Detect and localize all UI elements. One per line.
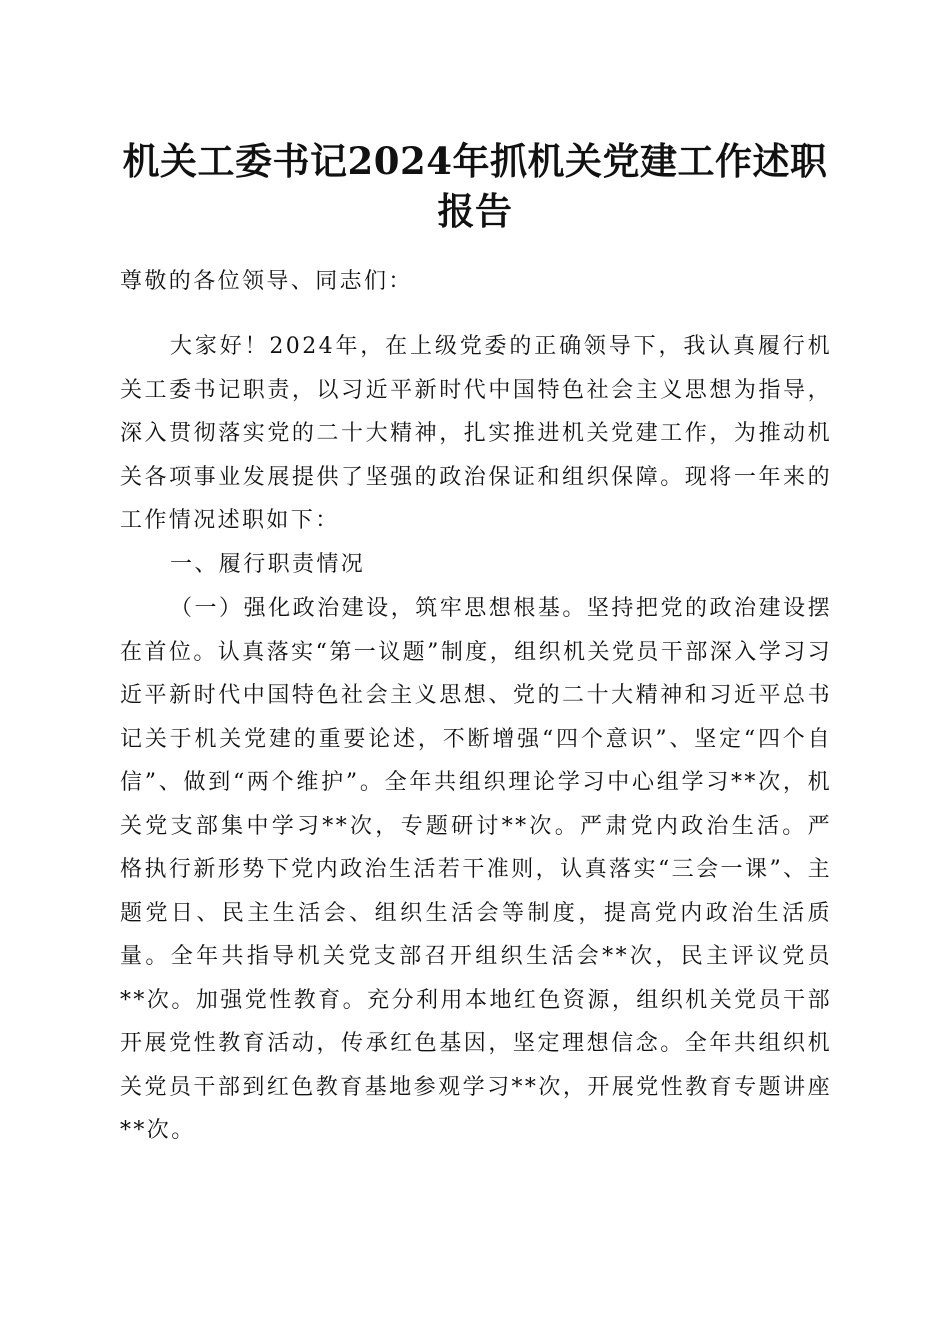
section-heading: 一、履行职责情况 [170,552,366,577]
intro-paragraph: 大家好！2024年，在上级党委的正确领导下，我认真履行机关工委书记职责，以习近平新时代中国特色社会主义思想为指导，深入贯彻落实党的二十大精神，扎实推进机关党建工作，为推动机关各项事业发展提供了坚强的政治保证和组织保障。现将一年来的工作情况述职如下： [120,334,832,533]
document-title: 机关工委书记2024年抓机关党建工作述职报告 [122,139,828,233]
salutation: 尊敬的各位领导、同志们： [120,269,413,294]
section-paragraph: （一）强化政治建设，筑牢思想根基。坚持把党的政治建设摆在首位。认真落实“第一议题”制度，组织机关党员干部深入学习习近平新时代中国特色社会主义思想、党的二十大精神和习近平总书记关于机关党建的重要论述，不断增强“四个意识”、坚定“四个自信”、做到“两个维护”。全年共组织理论学习中心组学习**次，机关党支部集中学习**次，专题研讨**次。严肃党内政治生活。严格执行新形势下党内政治生活若干准则，认真落实“三会一课”、主题党日、民主生活会、组织生活会等制度，提高党内政治生活质量。全年共指导机关党支部召开组织生活会**次，民主评议党员**次。加强党性教育。充分利用本地红色资源，组织机关党员干部开展党性教育活动，传承红色基因，坚定理想信念。全年共组织机关党员干部到红色教育基地参观学习**次，开展党性教育专题讲座**次。 [120,596,832,1143]
